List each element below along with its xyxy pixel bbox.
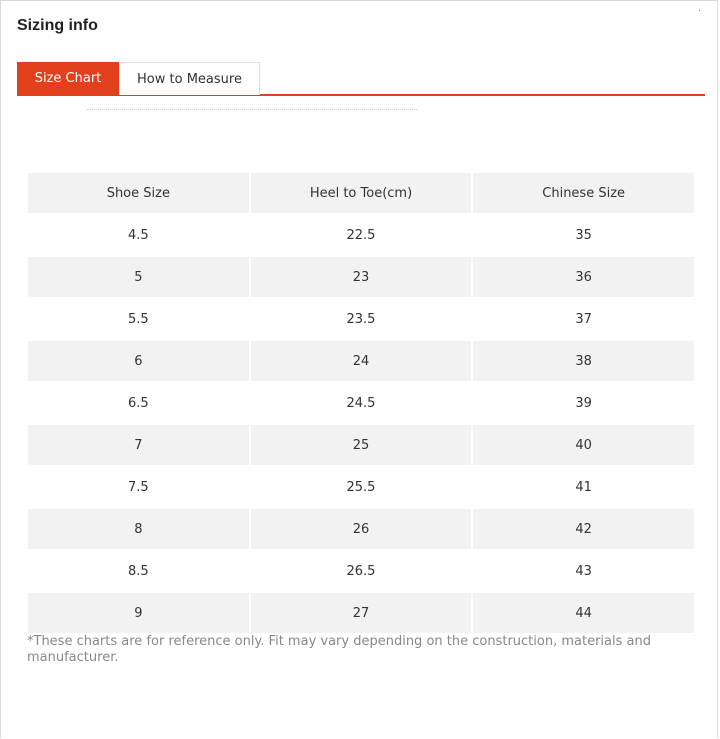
table-row: [28, 593, 694, 633]
column-header-shoe-size: Shoe Size: [28, 173, 249, 213]
table-cell: 26: [251, 509, 472, 549]
column-header-chinese-size: Chinese Size: [473, 173, 694, 213]
table-cell: 38: [473, 341, 694, 381]
table-cell: 8: [28, 509, 249, 549]
table-row: [28, 257, 694, 297]
table-row: [28, 215, 694, 255]
tab-bar: [17, 62, 705, 96]
table-cell: 43: [575, 563, 592, 579]
table-row: [28, 551, 694, 591]
table-cell: 41: [575, 479, 592, 495]
table-cell: 42: [473, 509, 694, 549]
table-row: [28, 467, 694, 507]
table-cell: 7: [28, 425, 249, 465]
table-cell: 5: [28, 257, 249, 297]
tab-size-chart[interactable]: Size Chart: [17, 62, 119, 95]
table-cell: 39: [575, 395, 592, 411]
table-cell: 6: [28, 341, 249, 381]
close-icon[interactable]: ·: [697, 6, 701, 17]
table-cell: 23: [251, 257, 472, 297]
table-row: [28, 341, 694, 381]
table-cell: 25: [251, 425, 472, 465]
table-cell: 5.5: [127, 311, 149, 327]
table-cell: 35: [575, 227, 592, 243]
table-cell: 36: [473, 257, 694, 297]
disclaimer-note: *These charts are for reference only. Fit may vary depending on the construction, materials and manufacturer.: [27, 634, 651, 665]
table-cell: 7.5: [127, 479, 149, 495]
table-cell: 23.5: [346, 311, 376, 327]
table-header-row: [28, 173, 694, 213]
table-row: [28, 509, 694, 549]
divider: [87, 109, 417, 112]
table-cell: 24: [251, 341, 472, 381]
table-cell: 25.5: [346, 479, 376, 495]
table-cell: 26.5: [346, 563, 376, 579]
table-cell: 8.5: [127, 563, 149, 579]
table-row: [28, 299, 694, 339]
table-cell: 6.5: [127, 395, 149, 411]
tab-how-to-measure[interactable]: How to Measure: [119, 62, 260, 95]
table-row: [28, 425, 694, 465]
column-header-heel-to-toe: Heel to Toe(cm): [251, 173, 472, 213]
table-cell: 22.5: [346, 227, 376, 243]
table-row: [28, 383, 694, 423]
table-cell: 24.5: [346, 395, 376, 411]
table-cell: 4.5: [127, 227, 149, 243]
table-cell: 37: [575, 311, 592, 327]
table-cell: 44: [473, 593, 694, 633]
dialog-title: Sizing info: [17, 17, 98, 34]
table-cell: 9: [28, 593, 249, 633]
size-chart-table: [26, 171, 696, 635]
table-cell: 40: [473, 425, 694, 465]
table-cell: 27: [251, 593, 472, 633]
